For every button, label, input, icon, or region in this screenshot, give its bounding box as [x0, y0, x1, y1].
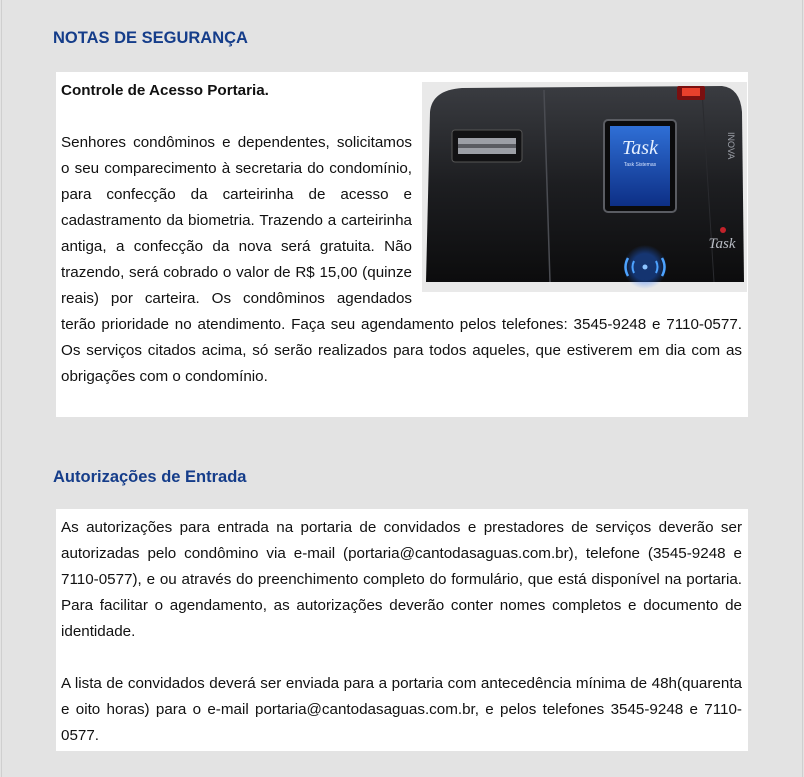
- section-title-notas: NOTAS DE SEGURANÇA: [53, 29, 248, 47]
- autorizacoes-paragraph-1: As autorizações para entrada na portaria de convidados e prestadores de serviços deverão ser autorizadas pelo condômino via e-mail (portaria@cantodasaguas.com.br), telefone (3545-9248 e 7110-0577), e ou através do preenchimento completo do formulário, que está disponível na portaria. Para facilitar o agendamento, as autorizações deverão conter nomes completos e documento de identidade.: [61, 519, 742, 640]
- notas-body: Senhores condôminos e dependentes, solicitamos o seu comparecimento à secretaria do condomínio, para confecção da carteirinha de acesso e cadastramento da biometria. Trazendo a carteirinha antiga, a confecção da nova será gratuita. Não trazendo, será cobrado o valor de R$ 15,00 (quinze reais) por carteira. Os condôminos agendados terão prioridade no atendimento. Faça seu agendamento pelos telefones: 3545-9248 e 7110-0577. Os serviços citados acima, só serão realizados para todos aqueles, que estiverem em dia com as obrigações com o condomínio.: [61, 134, 742, 385]
- access-control-device-image: [422, 82, 747, 292]
- device-side-label: INOVA: [726, 132, 736, 160]
- autorizacoes-paragraph-2: A lista de convidados deverá ser enviada para a portaria com antecedência mínima de 48h(quarenta e oito horas) para o e-mail portaria@cantodasaguas.com.br, e pelos telefones 3545-9248 e 7110-0577.: [61, 675, 742, 744]
- right-border: [802, 0, 803, 777]
- screen-sub-text: Task Sistemas: [623, 162, 657, 168]
- notas-heading: Controle de Acesso Portaria.: [61, 82, 269, 99]
- left-border: [1, 0, 2, 777]
- section-title-autorizacoes: Autorizações de Entrada: [53, 468, 247, 486]
- screen-brand-text: Task: [622, 137, 658, 159]
- device-brand-text: Task: [708, 236, 736, 252]
- autorizacoes-content-box: [56, 509, 748, 751]
- notas-content-box: [56, 72, 748, 417]
